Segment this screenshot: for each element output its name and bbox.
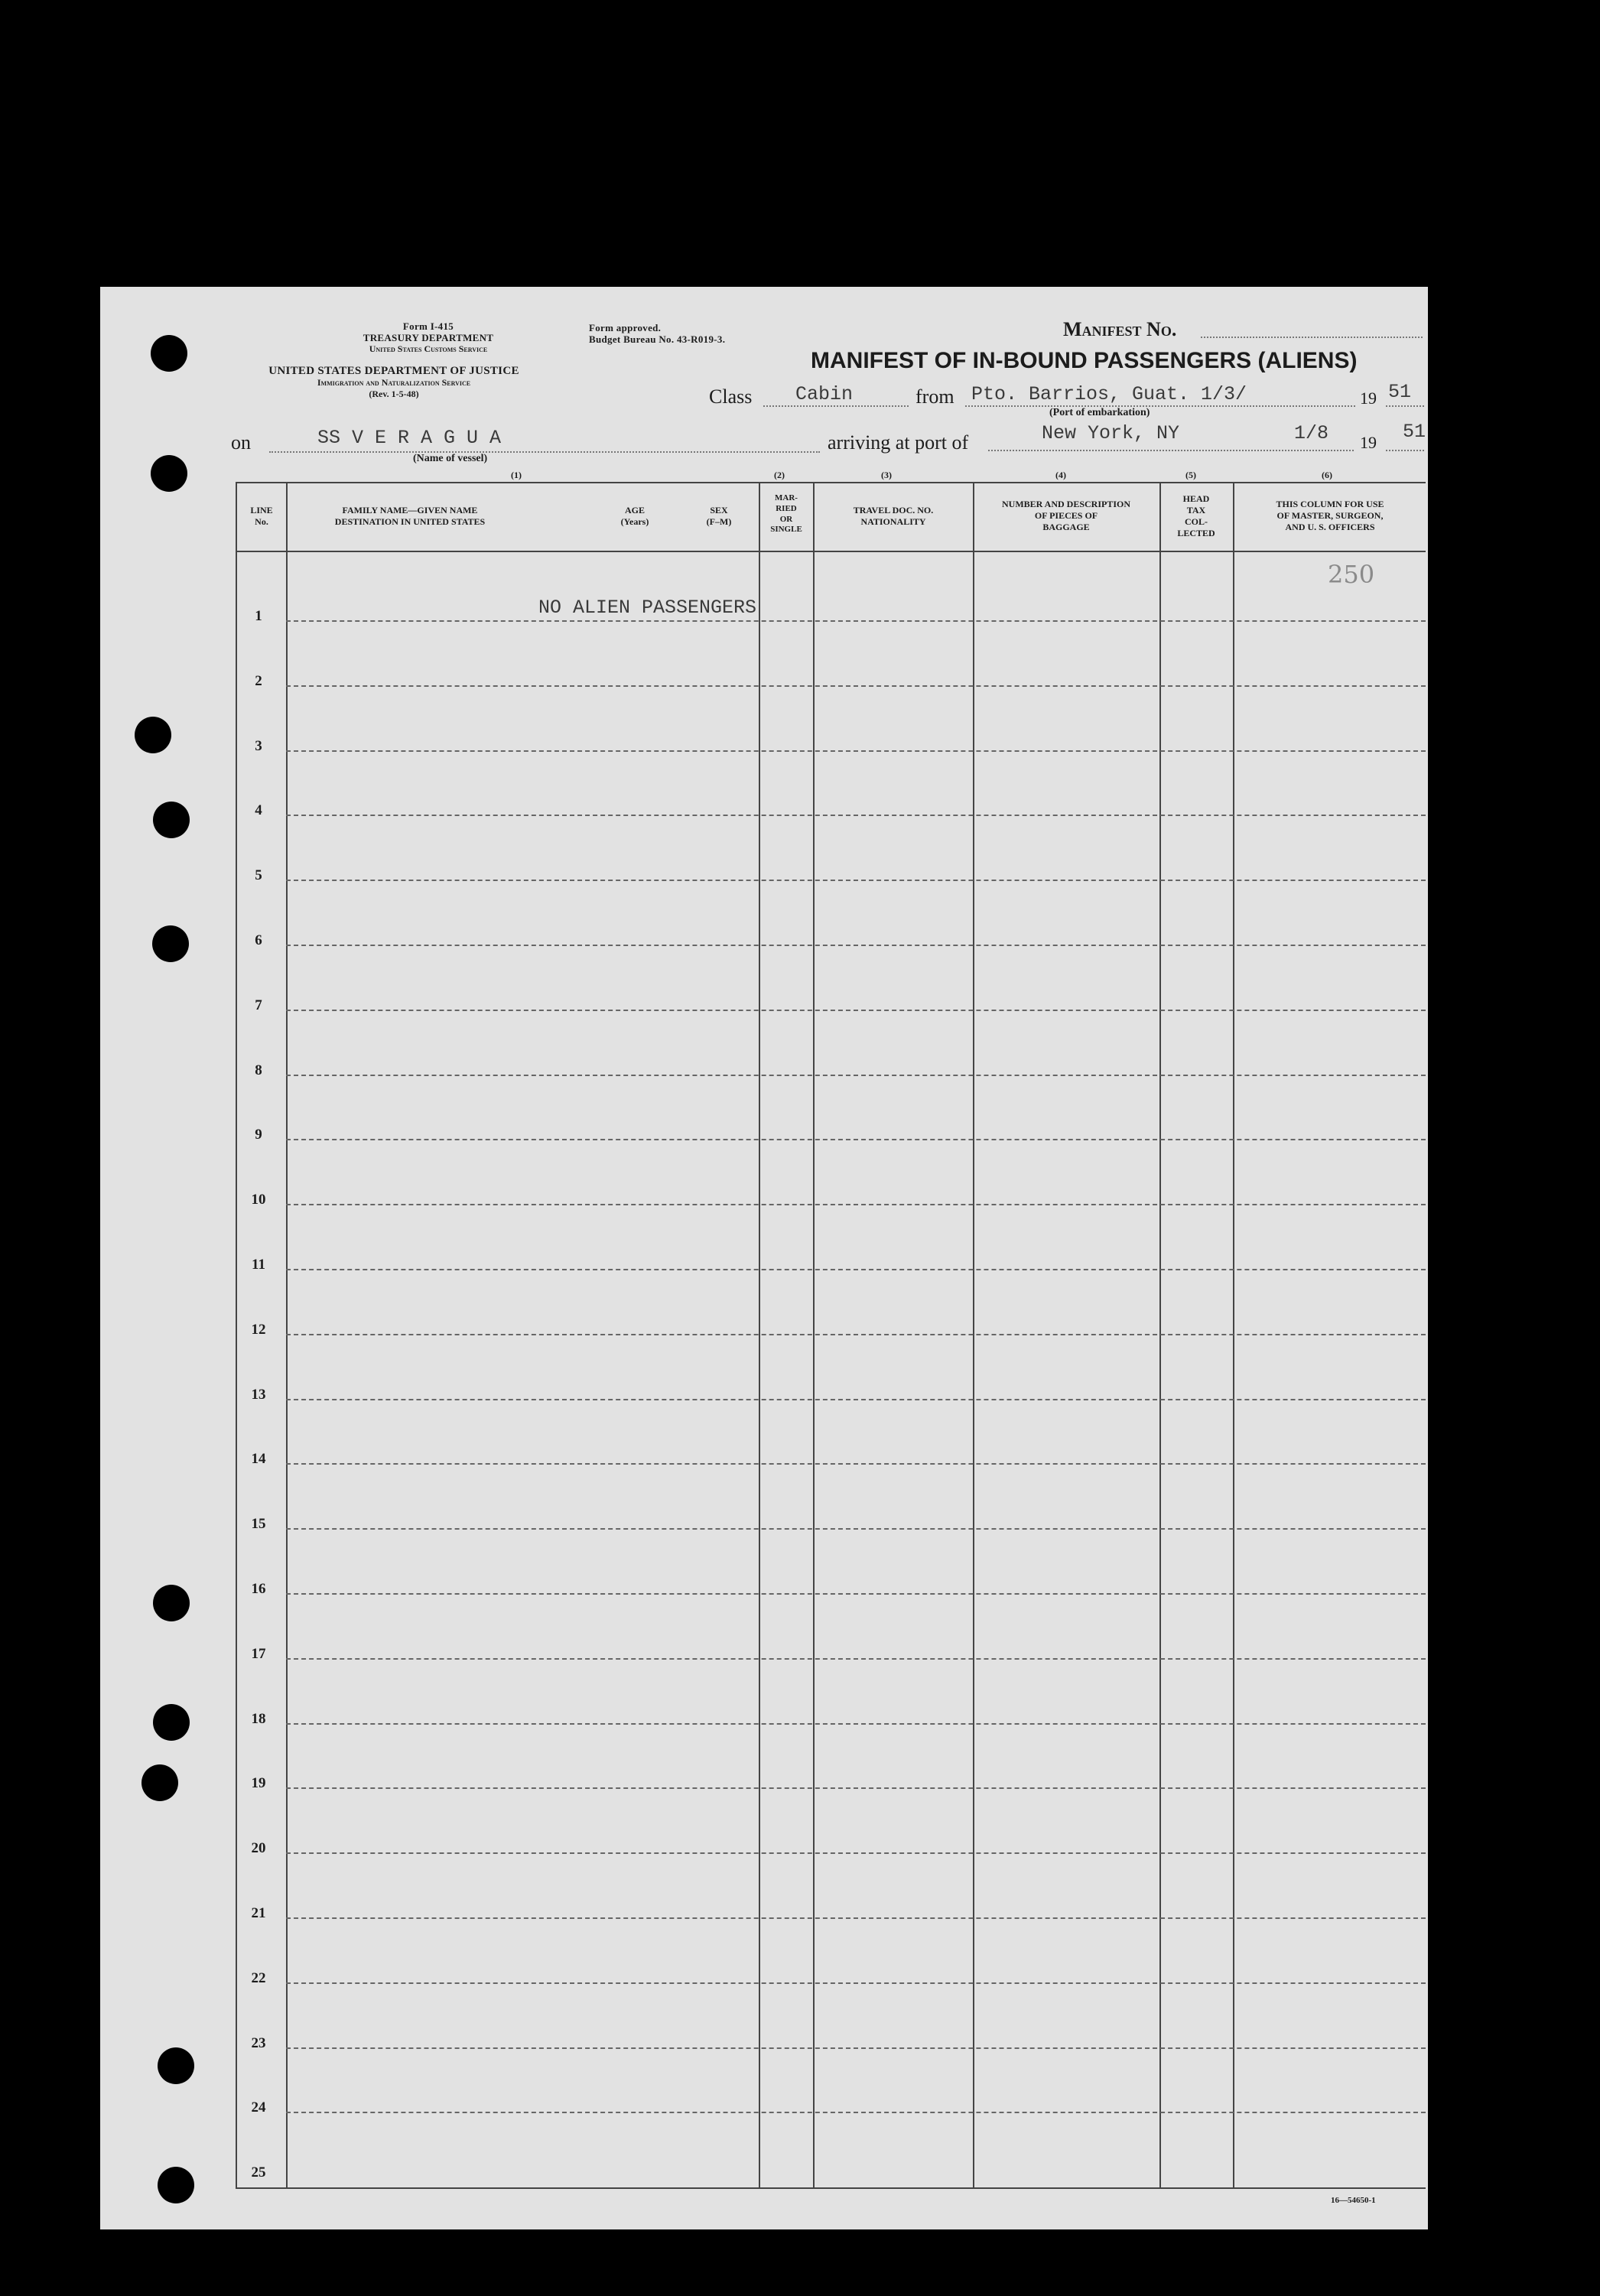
row-line <box>286 1463 1426 1465</box>
year-prefix-2: 19 <box>1360 433 1377 452</box>
year-1-line <box>1386 405 1424 407</box>
line-number: 25 <box>251 2164 266 2181</box>
row-line <box>286 1723 1426 1725</box>
line-number: 22 <box>251 1969 266 1986</box>
col-divider-travel-doc <box>813 482 815 2189</box>
header-baggage: NUMBER AND DESCRIPTION OF PIECES OF BAGGAGE <box>1001 499 1131 532</box>
header-name: FAMILY NAME—GIVEN NAME DESTINATION IN UNITED STATES <box>334 505 486 527</box>
revision: (Rev. 1-5-48) <box>369 389 419 399</box>
col-num-1: (1) <box>511 470 522 480</box>
line-number: 10 <box>251 1192 266 1208</box>
arrival-port: New York, NY <box>1042 422 1180 444</box>
row-line <box>286 1658 1426 1660</box>
header-officers: THIS COLUMN FOR USE OF MASTER, SURGEON, AND U. S. OFFICERS <box>1276 499 1384 532</box>
header-head-tax: HEAD TAX COL- LECTED <box>1177 493 1215 538</box>
col-divider-officers <box>1233 482 1234 2189</box>
row-line <box>286 1010 1426 1011</box>
line-number: 1 <box>255 608 262 624</box>
port-line <box>965 405 1355 407</box>
vessel-line <box>269 451 820 453</box>
manifest-no-label: Manifest No. <box>1063 318 1177 340</box>
punch-hole <box>141 1764 178 1801</box>
col-divider-head-tax <box>1159 482 1161 2189</box>
row-line <box>286 815 1426 816</box>
punch-hole <box>151 455 187 492</box>
row-line <box>286 1075 1426 1076</box>
customs-service: United States Customs Service <box>369 343 488 354</box>
row-line <box>286 620 1426 622</box>
stamp-number: 250 <box>1328 560 1375 589</box>
row-line <box>286 880 1426 881</box>
row-line <box>286 1852 1426 1854</box>
line-number: 12 <box>251 1321 266 1338</box>
line-number: 18 <box>251 1710 266 1727</box>
arriving-label: arriving at port of <box>828 431 969 454</box>
manifest-title: MANIFEST OF IN-BOUND PASSENGERS (ALIENS) <box>811 348 1358 373</box>
row-line <box>286 1982 1426 1984</box>
row-line <box>286 2112 1426 2113</box>
year-prefix-1: 19 <box>1360 389 1377 408</box>
col-num-3: (3) <box>881 470 892 480</box>
class-line <box>763 405 909 407</box>
line-number: 16 <box>251 1581 266 1597</box>
line-number: 6 <box>255 932 262 948</box>
line-number: 24 <box>251 2099 266 2116</box>
line-number: 23 <box>251 2034 266 2051</box>
port-embarkation: Pto. Barrios, Guat. 1/3/ <box>971 383 1247 405</box>
header-line-no: LINE No. <box>250 505 273 527</box>
row-line <box>286 1334 1426 1335</box>
row-line <box>286 945 1426 946</box>
header-travel-doc: TRAVEL DOC. NO. NATIONALITY <box>853 505 934 527</box>
table-header-border <box>236 551 1426 552</box>
row-line <box>286 1593 1426 1595</box>
line-number: 5 <box>255 867 262 884</box>
class-value: Cabin <box>795 383 854 405</box>
budget-bureau: Budget Bureau No. 43-R019-3. <box>589 333 726 345</box>
on-label: on <box>231 431 251 454</box>
line-number: 11 <box>252 1257 265 1273</box>
line-number: 8 <box>255 1062 262 1078</box>
row-line <box>286 1917 1426 1919</box>
table-bottom-border <box>236 2187 1426 2189</box>
header-age: AGE (Years) <box>620 505 649 527</box>
line-number: 7 <box>255 997 262 1013</box>
col-divider-married <box>759 482 760 2189</box>
punch-hole <box>152 925 189 962</box>
row-line <box>286 1528 1426 1530</box>
punch-hole <box>135 717 171 753</box>
year-2-line <box>1386 450 1424 451</box>
from-label: from <box>915 385 954 408</box>
year-2: 51 <box>1403 421 1426 443</box>
arrival-line <box>988 450 1354 451</box>
row-line <box>286 1787 1426 1789</box>
col-num-6: (6) <box>1322 470 1332 480</box>
col-num-5: (5) <box>1185 470 1196 480</box>
form-approved: Form approved. <box>589 322 662 333</box>
line-number: 19 <box>251 1775 266 1792</box>
header-married: MAR- RIED OR SINGLE <box>770 493 802 535</box>
line-number: 20 <box>251 1840 266 1857</box>
punch-hole <box>153 802 190 838</box>
line-number: 2 <box>255 672 262 689</box>
col-divider-baggage <box>973 482 974 2189</box>
treasury-dept: TREASURY DEPARTMENT <box>363 332 494 343</box>
vessel-name: SS V E R A G U A <box>317 427 502 449</box>
header-sex: SEX (F–M) <box>706 505 732 527</box>
form-id: Form I-415 <box>402 320 454 332</box>
row-line <box>286 685 1426 687</box>
year-1: 51 <box>1388 381 1412 403</box>
row-line <box>286 2047 1426 2049</box>
table-left-border <box>236 482 237 2189</box>
justice-dept: UNITED STATES DEPARTMENT OF JUSTICE <box>268 365 519 377</box>
col-num-4: (4) <box>1055 470 1066 480</box>
row-line <box>286 1139 1426 1140</box>
punch-hole <box>158 2167 194 2203</box>
line-number: 14 <box>251 1451 266 1468</box>
row-line <box>286 750 1426 752</box>
table-top-border <box>236 482 1426 483</box>
row-line <box>286 1269 1426 1270</box>
manifest-sheet <box>100 287 1428 2229</box>
line-number: 3 <box>255 737 262 754</box>
punch-hole <box>151 335 187 372</box>
footer-code: 16—54650-1 <box>1331 2196 1376 2205</box>
line-number: 15 <box>251 1516 266 1533</box>
punch-hole <box>158 2047 194 2084</box>
col-divider-line-no <box>286 482 288 2189</box>
row-line <box>286 1399 1426 1400</box>
no-alien-passengers-note: NO ALIEN PASSENGERS <box>538 597 757 619</box>
port-embarkation-caption: (Port of embarkation) <box>1049 407 1150 418</box>
row-line <box>286 1204 1426 1205</box>
ins-service: Immigration and Naturalization Service <box>317 377 471 388</box>
manifest-no-field <box>1201 337 1423 338</box>
punch-hole <box>153 1585 190 1621</box>
line-number: 21 <box>251 1905 266 1921</box>
punch-hole <box>153 1704 190 1741</box>
line-number: 4 <box>255 802 262 819</box>
line-number: 9 <box>255 1127 262 1143</box>
class-label: Class <box>709 385 753 408</box>
arrival-date: 1/8 <box>1294 422 1329 444</box>
line-number: 13 <box>251 1386 266 1403</box>
vessel-caption: (Name of vessel) <box>413 453 488 464</box>
col-num-2: (2) <box>774 470 785 480</box>
line-number: 17 <box>251 1645 266 1662</box>
